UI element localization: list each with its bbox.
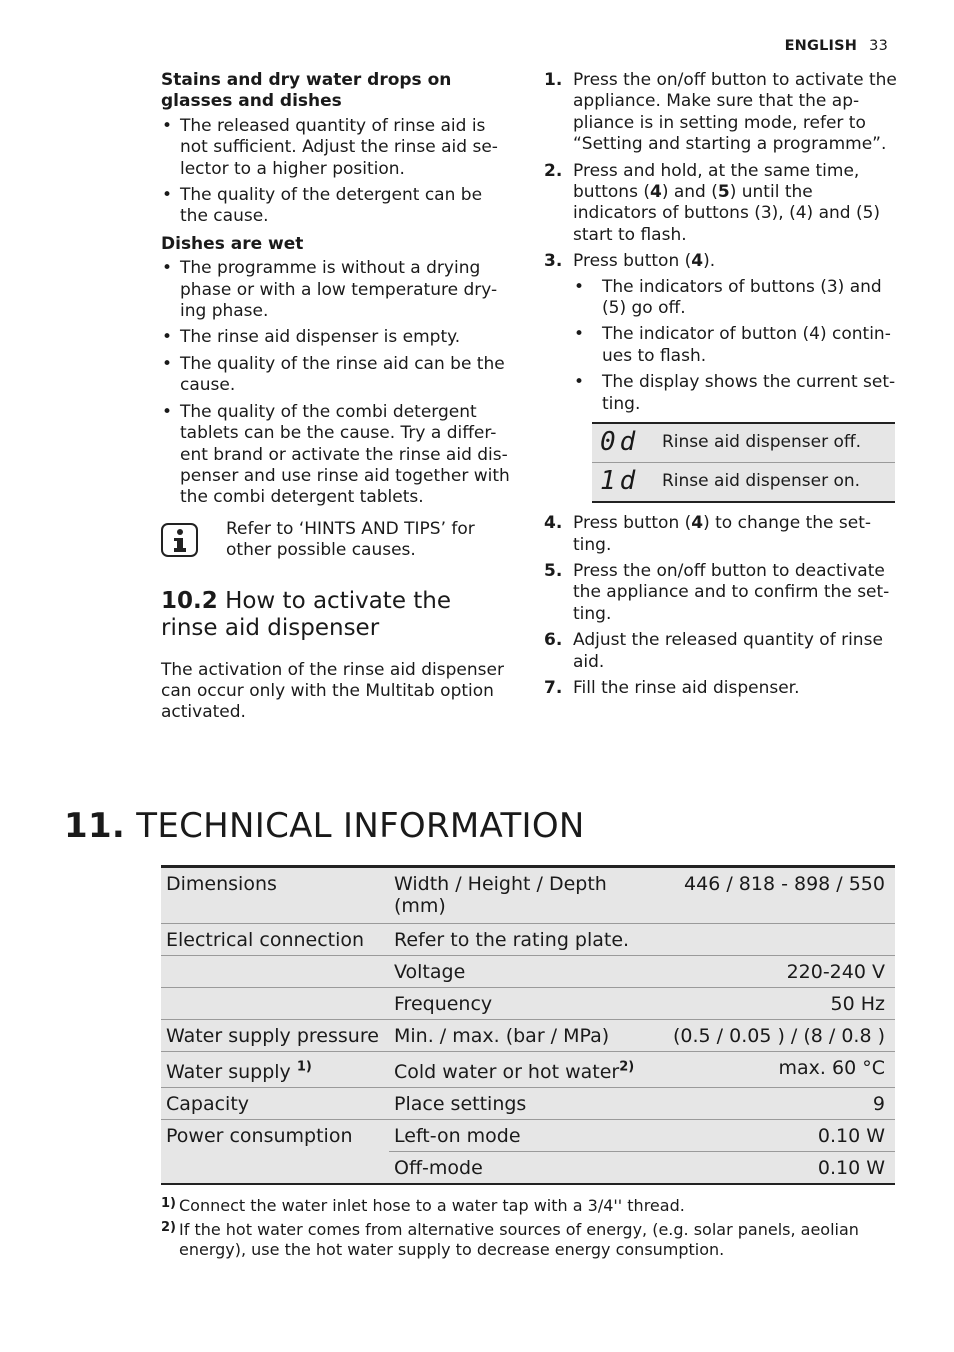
table-cell: Capacity bbox=[161, 1088, 389, 1120]
table-cell: Power consumption bbox=[161, 1120, 389, 1152]
table-cell: Off-mode bbox=[389, 1152, 664, 1185]
table-row bbox=[161, 924, 895, 956]
footnote-mark: 1) bbox=[161, 1196, 176, 1211]
table-cell bbox=[161, 1052, 389, 1088]
step-text: ). bbox=[703, 251, 716, 272]
page-number: 33 bbox=[869, 38, 888, 54]
list-item: • The programme is without a drying phase or with a low temperature dry-ing phase. bbox=[161, 258, 513, 322]
table-cell bbox=[664, 924, 895, 956]
display-code: 0d bbox=[600, 427, 640, 458]
list-item: • The indicators of buttons (3) and (5) go off. bbox=[573, 277, 900, 320]
section-title: How to activate the rinse aid dispenser bbox=[161, 587, 452, 641]
table-cell: Min. / max. (bar / MPa) bbox=[389, 1020, 664, 1052]
table-row bbox=[161, 988, 895, 1020]
table-cell: Frequency bbox=[389, 988, 664, 1020]
table-row bbox=[161, 1088, 895, 1120]
display-description: Rinse aid dispenser off. bbox=[662, 432, 861, 453]
technical-table bbox=[161, 865, 895, 1185]
right-column bbox=[544, 70, 900, 704]
chapter-heading bbox=[64, 806, 585, 846]
list-item: • The quality of the rinse aid can be the cause. bbox=[161, 354, 513, 397]
table-cell: Electrical connection bbox=[161, 924, 389, 956]
footnote-2 bbox=[161, 1220, 895, 1260]
step-text: Fill the rinse aid dispenser. bbox=[573, 677, 800, 698]
chapter-number: 11. bbox=[64, 806, 126, 846]
table-cell: max. 60 °C bbox=[664, 1052, 895, 1088]
step-text: Adjust the released quantity of rinse aid. bbox=[573, 630, 883, 672]
info-icon bbox=[161, 523, 198, 557]
header-language: ENGLISH bbox=[784, 38, 858, 54]
table-cell: 446 / 818 - 898 / 550 bbox=[684, 873, 885, 895]
step-number: 7. bbox=[544, 677, 563, 698]
table-cell: 9 bbox=[664, 1088, 895, 1120]
table-cell bbox=[161, 956, 389, 988]
table-row bbox=[161, 1120, 895, 1152]
step-text: ) and ( bbox=[661, 182, 718, 203]
table-cell: 50 Hz bbox=[664, 988, 895, 1020]
step-number: 4. bbox=[544, 513, 563, 534]
footnote-ref: 2) bbox=[619, 1059, 635, 1075]
footnote-ref: 1) bbox=[296, 1059, 312, 1075]
cell-text: Water supply bbox=[166, 1061, 291, 1083]
list-item: • The released quantity of rinse aid is not sufficient. Adjust the rinse aid se-lector to a higher position. bbox=[161, 116, 513, 180]
table-row bbox=[161, 1020, 895, 1052]
footnote-text: If the hot water comes from alternative sources of energy, (e.g. solar panels, aeolian energy), use the hot water supply to decrease energy consumption. bbox=[179, 1220, 859, 1259]
cell-text: Cold water or hot water bbox=[394, 1061, 620, 1083]
step-text: Press the on/off button to activate the appliance. Make sure that the ap-pliance is in setting mode, refer to “Setting and starting a programme”. bbox=[573, 70, 897, 155]
table-cell: Place settings bbox=[389, 1088, 664, 1120]
step-number: 5. bbox=[544, 560, 563, 581]
footnote-text: Connect the water inlet hose to a water tap with a 3/4'' thread. bbox=[179, 1196, 685, 1215]
step-5 bbox=[544, 561, 900, 625]
steps-list bbox=[544, 70, 900, 415]
step-4 bbox=[544, 513, 900, 556]
step-6 bbox=[544, 630, 900, 673]
step-number: 2. bbox=[544, 160, 563, 181]
table-row bbox=[161, 1152, 895, 1185]
steps-list-continued bbox=[544, 513, 900, 699]
dishes-wet-bullet-list bbox=[161, 258, 513, 508]
step-number: 1. bbox=[544, 70, 563, 90]
step-2 bbox=[544, 161, 900, 247]
table-cell: Dimensions bbox=[166, 873, 277, 895]
step-text: Press button ( bbox=[573, 513, 692, 534]
button-ref: 4 bbox=[649, 182, 662, 203]
table-cell: Water supply pressure bbox=[161, 1020, 389, 1052]
step-3 bbox=[544, 251, 900, 415]
table-cell: 0.10 W bbox=[664, 1152, 895, 1185]
button-ref: 4 bbox=[691, 251, 704, 272]
step-text: ) until the indicators of buttons (3), (4) and (5) start to flash. bbox=[573, 182, 881, 245]
footnote-mark: 2) bbox=[161, 1220, 176, 1235]
step-7 bbox=[544, 678, 900, 699]
button-ref: 4 bbox=[691, 513, 704, 534]
table-cell: 0.10 W bbox=[664, 1120, 895, 1152]
left-column bbox=[161, 70, 513, 724]
subheading-stains: Stains and dry water drops on glasses and dishes bbox=[161, 70, 452, 112]
table-cell: 220-240 V bbox=[664, 956, 895, 988]
display-description: Rinse aid dispenser on. bbox=[654, 463, 895, 503]
table-cell: (0.5 / 0.05 ) / (8 / 0.8 ) bbox=[664, 1020, 895, 1052]
step-number: 6. bbox=[544, 630, 563, 651]
display-codes-table bbox=[592, 422, 895, 503]
subheading-dishes-wet: Dishes are wet bbox=[161, 233, 304, 254]
list-item: • The quality of the combi detergent tablets can be the cause. Try a differ-ent brand or activate the rinse aid dis-penser and use rinse aid together with the combi detergent tablets. bbox=[161, 402, 513, 509]
table-row bbox=[592, 423, 895, 463]
table-cell: Refer to the rating plate. bbox=[389, 924, 664, 956]
section-paragraph: The activation of the rinse aid dispenser can occur only with the Multitab option activated. bbox=[161, 659, 504, 723]
step-text: ) to change the set-ting. bbox=[573, 513, 872, 555]
chapter-title: TECHNICAL INFORMATION bbox=[136, 806, 585, 846]
page-header bbox=[785, 38, 888, 54]
step-number: 3. bbox=[544, 251, 563, 272]
step-1 bbox=[544, 70, 900, 156]
table-cell bbox=[161, 1152, 389, 1185]
table-cell bbox=[389, 1052, 664, 1088]
table-row bbox=[592, 463, 895, 503]
list-item: • The quality of the detergent can be the cause. bbox=[161, 185, 513, 228]
table-row bbox=[161, 867, 895, 924]
step-text: Press and hold, at the same time, buttons ( bbox=[573, 160, 860, 203]
table-cell: Width / Height / Depth (mm) bbox=[394, 873, 607, 917]
list-item: • The rinse aid dispenser is empty. bbox=[161, 327, 513, 348]
list-item: • The indicator of button (4) contin-ues to flash. bbox=[573, 324, 900, 367]
table-row bbox=[161, 1052, 895, 1088]
footnotes bbox=[161, 1196, 895, 1264]
info-note bbox=[161, 519, 513, 562]
button-ref: 5 bbox=[717, 182, 730, 203]
info-note-text: Refer to ‘HINTS AND TIPS’ for other possible causes. bbox=[226, 518, 475, 561]
list-item: • The display shows the current set-ting. bbox=[573, 372, 900, 415]
section-heading bbox=[161, 588, 513, 642]
step-text: Press the on/off button to deactivate the appliance and to confirm the set-ting. bbox=[573, 560, 890, 624]
section-number: 10.2 bbox=[161, 587, 218, 614]
step-3-bullets bbox=[573, 277, 900, 415]
display-code: 1d bbox=[592, 463, 654, 503]
table-cell bbox=[161, 988, 389, 1020]
table-row bbox=[161, 956, 895, 988]
footnote-1 bbox=[161, 1196, 895, 1216]
stains-bullet-list bbox=[161, 116, 513, 228]
step-text: Press button ( bbox=[573, 251, 692, 272]
table-cell: Voltage bbox=[389, 956, 664, 988]
table-cell: Left-on mode bbox=[389, 1120, 664, 1152]
